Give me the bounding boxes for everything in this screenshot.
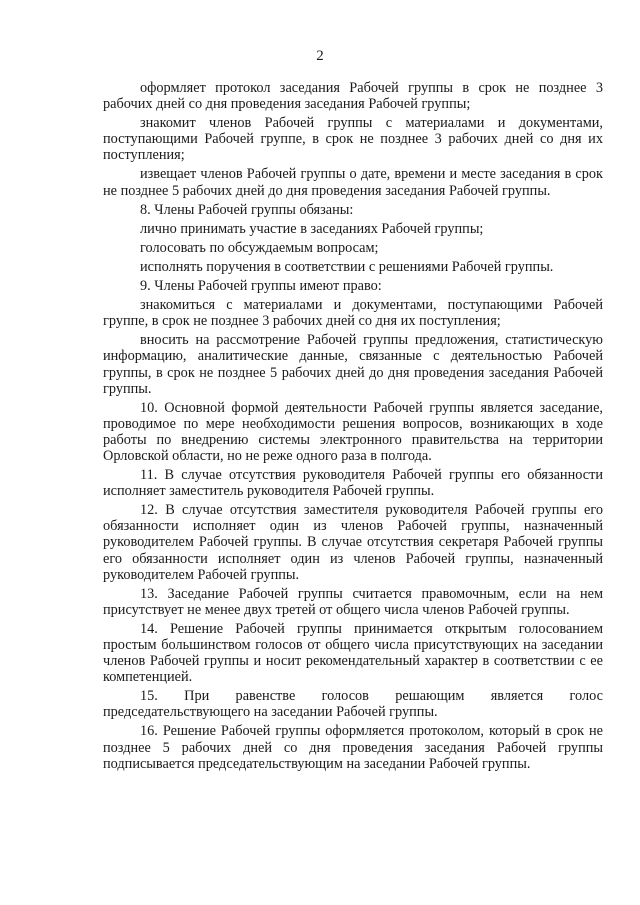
- section-heading: 9. Члены Рабочей группы имеют право:: [140, 278, 382, 295]
- paragraph: 13. Заседание Рабочей группы считается правомочным, если на нем присутствует не менее двух третей от общего числа членов Рабочей группы.: [103, 585, 603, 618]
- paragraph: вносить на рассмотрение Рабочей группы предложения, статистическую информацию, аналитические данные, связанные с деятельностью Рабочей группы, в срок не позднее 5 рабочих дней до дня проведения заседания Рабочей группы.: [103, 332, 603, 397]
- paragraph: 15. При равенстве голосов решающим является голос председательствующего на заседании Рабочей группы.: [103, 688, 603, 721]
- paragraph: оформляет протокол заседания Рабочей группы в срок не позднее 3 рабочих дней со дня проведения заседания Рабочей группы;: [103, 80, 603, 113]
- page-number: 2: [316, 48, 324, 64]
- paragraph: 10. Основной формой деятельности Рабочей группы является заседание, проводимое по мере необходимости решения вопросов, возникающих в ходе работы по внедрению системы электронного правительства на территории Орловской области, но не реже одного раза в полгода.: [103, 399, 603, 464]
- paragraph: исполнять поручения в соответствии с решениями Рабочей группы.: [140, 258, 554, 275]
- paragraph: 16. Решение Рабочей группы оформляется протоколом, который в срок не позднее 5 рабочих дней со дня проведения заседания Рабочей группы подписывается председательствующим на заседании Рабочей группы.: [103, 723, 603, 772]
- document-body: [103, 80, 603, 775]
- paragraph: 12. В случае отсутствия заместителя руководителя Рабочей группы его обязанности исполняет один из членов Рабочей группы, назначенный руководителем Рабочей группы. В случае отсутствия секретаря Рабочей группы его обязанности исполняет один из членов Рабочей группы, назначенный руководителем Рабочей группы.: [103, 502, 603, 583]
- paragraph: извещает членов Рабочей группы о дате, времени и месте заседания в срок не позднее 5 рабочих дней до дня проведения заседания Рабочей группы.: [103, 166, 603, 199]
- section-heading: 8. Члены Рабочей группы обязаны:: [140, 201, 354, 218]
- paragraph: знакомиться с материалами и документами, поступающими Рабочей группе, в срок не позднее 3 рабочих дней со дня их поступления;: [103, 297, 603, 330]
- paragraph: 11. В случае отсутствия руководителя Рабочей группы его обязанности исполняет заместитель руководителя Рабочей группы.: [103, 467, 603, 500]
- paragraph: лично принимать участие в заседаниях Рабочей группы;: [140, 220, 484, 237]
- paragraph: 14. Решение Рабочей группы принимается открытым голосованием простым большинством голосов от общего числа присутствующих на заседании членов Рабочей группы и носит рекомендательный характер в соответствии с ее компетенцией.: [103, 620, 603, 686]
- paragraph: голосовать по обсуждаемым вопросам;: [140, 239, 379, 256]
- paragraph: знакомит членов Рабочей группы с материалами и документами, поступающими Рабочей группе, в срок не позднее 3 рабочих дней со дня их поступления;: [103, 115, 603, 164]
